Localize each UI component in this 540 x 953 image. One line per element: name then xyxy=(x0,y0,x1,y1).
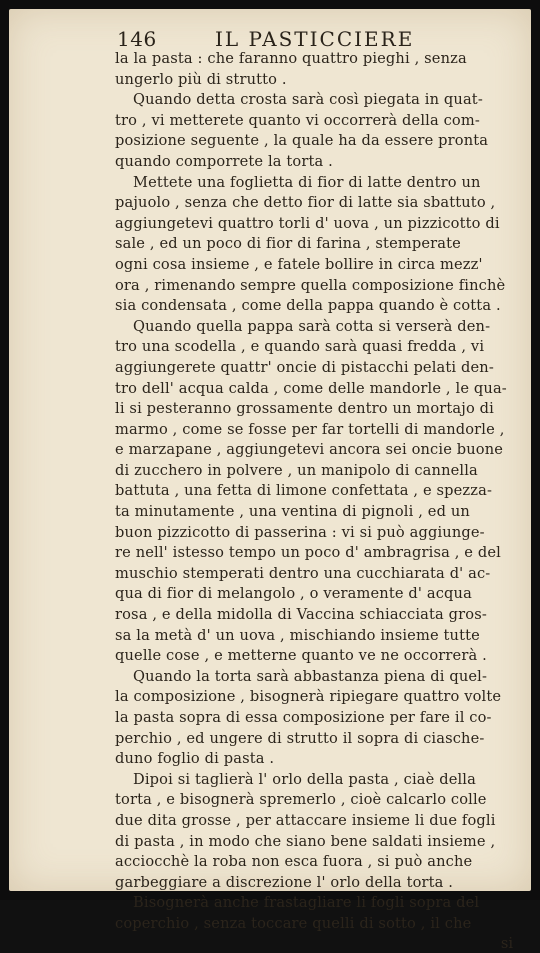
text-line: muschio stemperati dentro una cucchiarata d' ac- xyxy=(115,564,491,582)
text-line: qua di fior di melangolo , o veramente d' acqua xyxy=(115,585,472,603)
text-line: acciocchè la roba non esca fuora , si può anche xyxy=(115,853,473,871)
text-line: la pasta sopra di essa composizione per fare il co- xyxy=(115,709,492,726)
text-line: li si pesteranno grossamente dentro un mortajo di xyxy=(115,400,494,418)
text-line: di pasta , in modo che siano bene saldati insieme , xyxy=(115,832,496,850)
text-line: la la pasta : che faranno quattro pieghi , senza xyxy=(115,50,467,67)
text-line: ta minutamente , una ventina di pignoli , ed un xyxy=(115,503,470,521)
text-line: tro dell' acqua calda , come delle mandorle , le qua- xyxy=(115,379,507,397)
text-line: quando comporrete la torta . xyxy=(115,152,333,170)
text-line: marmo , come se fosse per far tortelli di mandorle , xyxy=(115,420,505,438)
text-line: e marzapane , aggiungetevi ancora sei oncie buone xyxy=(115,441,504,459)
text-line: buon pizzicotto di passerina : vi si può aggiunge- xyxy=(115,523,485,541)
text-line: duno foglio di pasta . xyxy=(115,750,275,768)
text-line: rosa , e della midolla di Vaccina schiacciata gros- xyxy=(115,606,487,624)
text-line: pajuolo , senza che detto fior di latte sia sbattuto , xyxy=(115,194,496,212)
text-line: aggiungetevi quattro torli d' uova , un pizzicotto di xyxy=(115,214,500,232)
text-line: sia condensata , come della pappa quando è cotta . xyxy=(115,297,501,315)
catchword: si xyxy=(500,934,513,952)
text-line: tro una scodella , e quando sarà quasi fredda , vi xyxy=(115,338,485,356)
text-line: re nell' istesso tempo un poco d' ambragrisa , e del xyxy=(115,544,501,562)
text-line: quelle cose , e metterne quanto ve ne occorrerà . xyxy=(115,647,487,665)
text-line: battuta , una fetta di limone confettata , e spezza- xyxy=(115,482,493,500)
text-line: coperchio , senza toccare quelli di sotto , il che xyxy=(115,914,472,932)
text-line: Bisognerà anche frastagliare li fogli sopra del xyxy=(133,894,480,912)
text-line: la composizione , bisognerà ripiegare quattro volte xyxy=(115,688,502,706)
text-line: Dipoi si taglierà l' orlo della pasta , ciaè della xyxy=(133,770,476,788)
text-line: posizione seguente , la quale ha da essere pronta xyxy=(115,132,489,150)
text-line: Quando la torta sarà abbastanza piena di quel- xyxy=(133,667,488,685)
text-line: tro , vi metterete quanto vi occorrerà della com- xyxy=(115,111,480,129)
book-page xyxy=(9,9,531,952)
text-line: perchio , ed ungere di strutto il sopra di ciasche- xyxy=(115,729,485,747)
text-line: Mettete una foglietta di fior di latte dentro un xyxy=(133,173,481,191)
text-line: garbeggiare a discrezione l' orlo della torta . xyxy=(115,873,454,891)
text-line: ora , rimenando sempre quella composizione finchè xyxy=(115,276,506,294)
running-title: IL PASTICCIERE xyxy=(215,27,415,51)
text-line: ungerlo più di strutto . xyxy=(115,70,287,88)
text-line: sa la metà d' un uova , mischiando insieme tutte xyxy=(115,626,480,644)
text-line: aggiungerete quattr' oncie di pistacchi pelati den- xyxy=(115,358,494,376)
text-line: di zucchero in polvere , un manipolo di cannella xyxy=(115,461,478,479)
body-text xyxy=(115,49,519,953)
text-line: sale , ed un poco di fior di farina , stemperate xyxy=(115,235,461,253)
page-number: 146 xyxy=(117,27,157,51)
text-line: Quando detta crosta sarà così piegata in quat- xyxy=(133,91,483,109)
text-line: Quando quella pappa sarà cotta si verserà den- xyxy=(133,317,491,335)
text-line: torta , e bisognerà spremerlo , cioè calcarlo colle xyxy=(115,791,487,809)
text-line: ogni cosa insieme , e fatele bollire in circa mezz' xyxy=(115,255,483,273)
text-line: due dita grosse , per attaccare insieme li due fogli xyxy=(115,811,496,829)
